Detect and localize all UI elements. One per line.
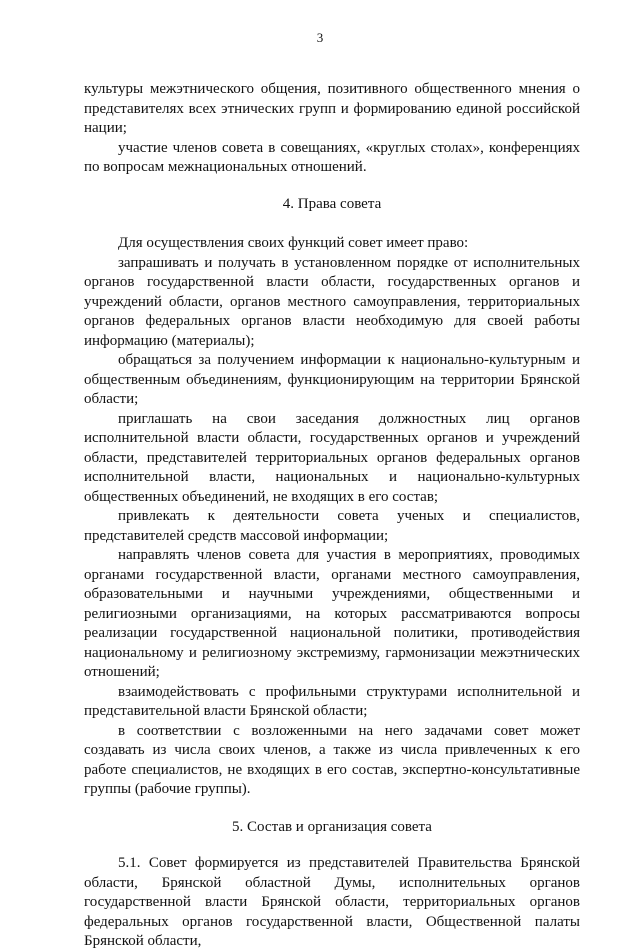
list-item: обращаться за получением информации к национально-культурным и общественным объединениям, функционирующим на территории Брянской области; [84,352,580,407]
list-item: приглашать на свои заседания должностных лиц органов исполнительной власти области, государственных органов и учреждений области, представителей территориальных органов федеральных органов исполнительной власти, национальных и национально-культурных общественных объединений, не входящих в его состав; [84,410,580,505]
list-item: привлекать к деятельности совета ученых и специалистов, представителей средств массовой информации; [84,508,580,544]
continuation-paragraph: культуры межэтнического общения, позитивного общественного мнения о представителях всех этнических групп и формированию единой российской нации; [84,81,580,136]
page-number: 3 [316,30,324,45]
list-item: взаимодействовать с профильными структурами исполнительной и представительной власти Брянской области; [84,683,580,719]
list-item: в соответствии с возложенными на него задачами совет может создавать из числа своих членов, а также из числа привлеченных к его работе специалистов, не входящих в его состав, экспертно-консультативные группы (рабочие группы). [84,722,580,797]
document-body [84,80,580,952]
section-lead: Для осуществления своих функций совет имеет право: [118,235,469,251]
list-item: участие членов совета в совещаниях, «круглых столах», конференциях по вопросам межнациональных отношений. [84,139,580,175]
section-heading-rights: 4. Права совета [282,195,382,212]
section-paragraph: 5.1. Совет формируется из представителей Правительства Брянской области, Брянской областной Думы, исполнительных органов государственной власти Брянской области, территориальных органов федеральных органов государственной власти, Общественной палаты Брянской области, [84,855,580,949]
section-heading-composition: 5. Состав и организация совета [232,818,432,835]
list-item: направлять членов совета для участия в мероприятиях, проводимых органами государственной власти, органами местного самоуправления, образовательными и научными учреждениями, общественными и религиозными организациями, на которых рассматриваются вопросы реализации государственной национальной политики, противодействия национальному и религиозному экстремизму, гармонизации межэтнических отношений; [84,547,580,680]
list-item: запрашивать и получать в установленном порядке от исполнительных органов государственной власти области, государственных органов и учреждений области, органов местного самоуправления, территориальных органов федеральных органов власти необходимую для своей работы информацию (материалы); [84,254,580,349]
